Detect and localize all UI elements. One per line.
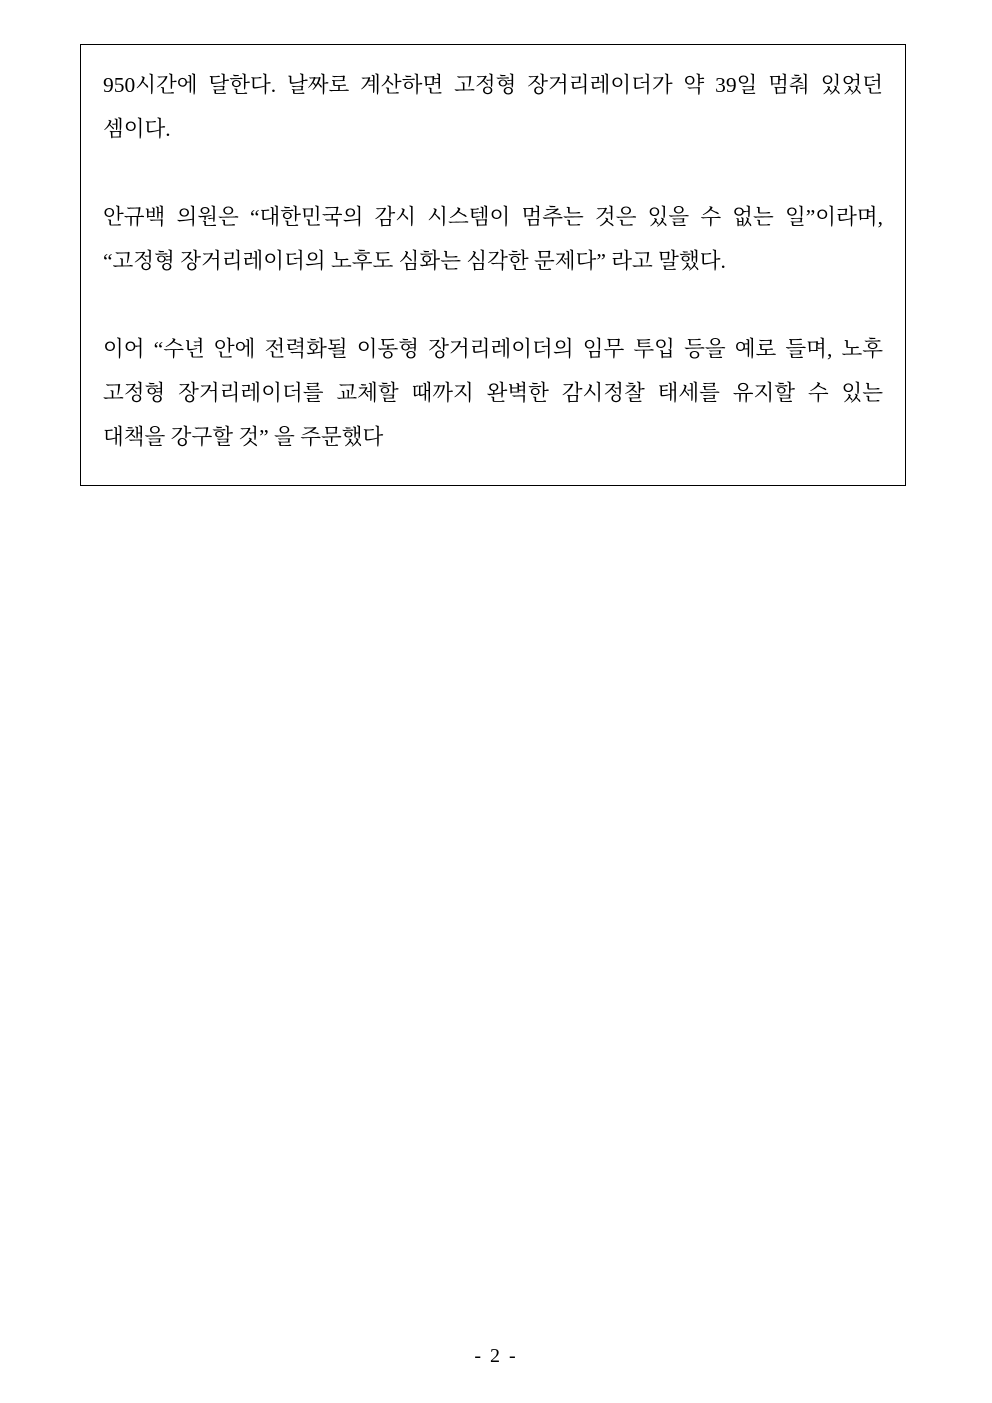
page-number: - 2 - bbox=[474, 1345, 518, 1367]
body-text-box bbox=[80, 44, 906, 486]
paragraph-2: 안규백 의원은 “대한민국의 감시 시스템이 멈추는 것은 있을 수 없는 일”이라며, “고정형 장거리레이더의 노후도 심화는 심각한 문제다” 라고 말했다. bbox=[103, 205, 883, 273]
paragraph-1: 950시간에 달한다. 날짜로 계산하면 고정형 장거리레이더가 약 39일 멈춰 있었던 셈이다. bbox=[103, 73, 883, 141]
paragraph-3: 이어 “수년 안에 전력화될 이동형 장거리레이더의 임무 투입 등을 예로 들며, 노후 고정형 장거리레이더를 교체할 때까지 완벽한 감시정찰 태세를 유지할 수 있는 대책을 강구할 것” 을 주문했다 bbox=[103, 337, 883, 449]
